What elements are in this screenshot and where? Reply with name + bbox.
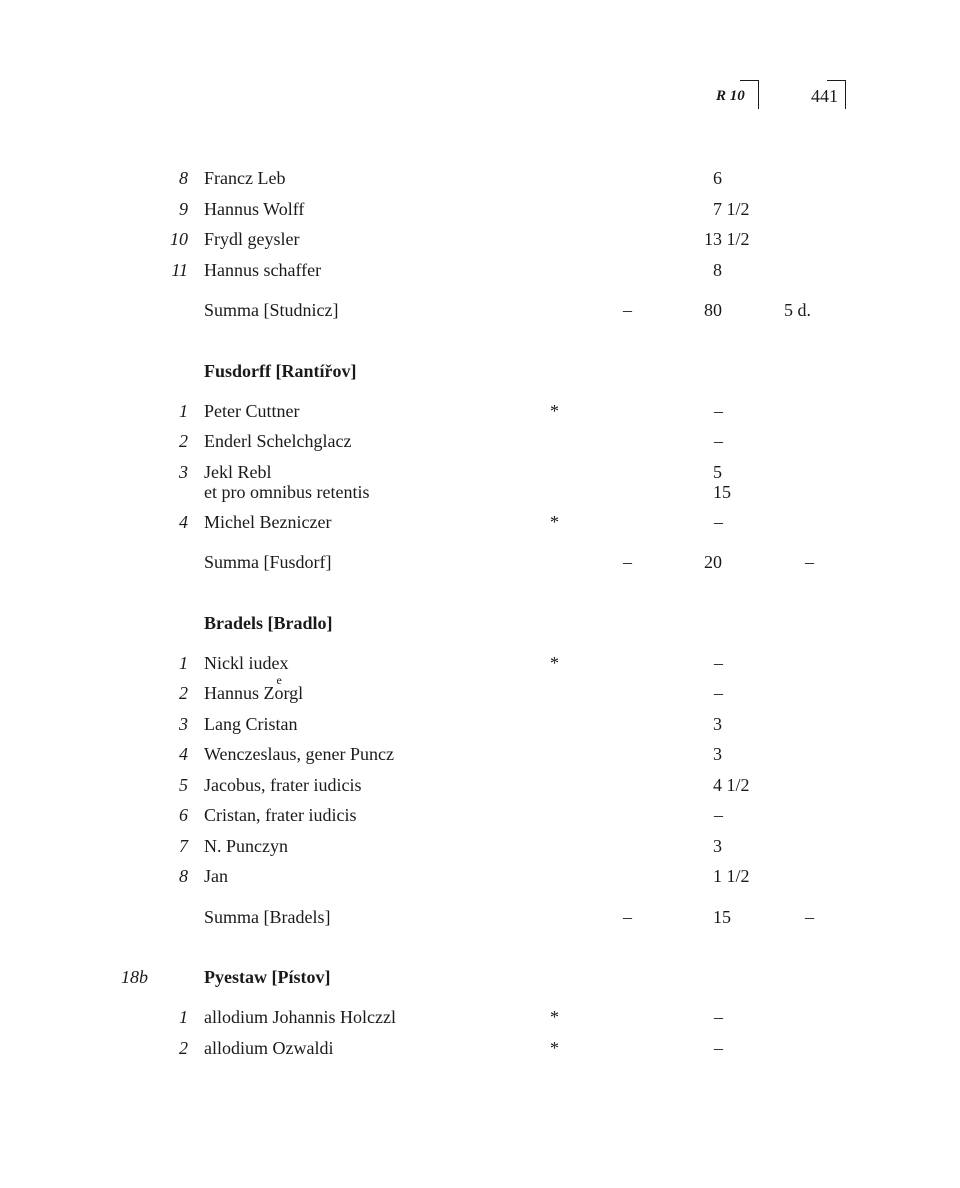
entry-value: 3: [713, 835, 722, 856]
summa-col3: 5 d.: [784, 300, 811, 320]
table-row: [0, 229, 960, 260]
summa-col2: 15: [713, 906, 731, 927]
entry-name: Nickl iudex: [204, 652, 289, 673]
section-title: Bradels [Bradlo]: [204, 612, 333, 633]
section-title: Pyestaw [Pístov]: [204, 967, 331, 987]
table-row: [0, 866, 960, 897]
running-header: [0, 80, 960, 110]
entry-value-continued: 15: [713, 481, 731, 502]
base-letter: o: [274, 683, 284, 703]
table-row: [0, 260, 960, 291]
superscript-letter: e: [276, 673, 282, 687]
table-row: [0, 199, 960, 230]
table-row: [0, 673, 960, 714]
page-number: 441: [811, 86, 838, 106]
entry-number: 4: [179, 744, 188, 764]
entry-number: 3: [179, 713, 188, 734]
entry-name: [204, 673, 304, 704]
entry-name: allodium Ozwaldi: [204, 1037, 334, 1058]
summa-col3: –: [805, 906, 814, 927]
entry-name: Francz Leb: [204, 168, 286, 188]
section-heading: [0, 361, 960, 401]
name-part: Hannus Z: [204, 683, 275, 703]
entry-name: Hannus Wolff: [204, 198, 305, 219]
entry-number: 2: [179, 431, 188, 451]
entry-number: 9: [179, 198, 188, 219]
entry-name: Enderl Schelchglacz: [204, 431, 352, 451]
entry-name: Lang Cristan: [204, 713, 298, 734]
entry-number: 1: [179, 400, 188, 421]
entry-name: Peter Cuttner: [204, 400, 300, 421]
entry-value: 7 1/2: [713, 198, 750, 219]
header-corner-mark: [740, 80, 759, 109]
entry-value: –: [714, 1007, 723, 1027]
entry-value: 8: [713, 259, 722, 280]
header-corner-mark: [827, 80, 846, 109]
asterisk-mark: *: [550, 652, 559, 673]
entry-number: 10: [170, 229, 188, 249]
entry-number: 1: [179, 1007, 188, 1027]
entry-number: 5: [179, 774, 188, 795]
entry-name: Jekl Rebl: [204, 461, 272, 482]
entry-value: –: [714, 652, 723, 673]
section-heading: [0, 613, 960, 653]
summa-label: Summa [Bradels]: [204, 906, 331, 927]
entry-value: 6: [713, 168, 722, 188]
summa-col1: –: [623, 906, 632, 927]
entry-value: –: [714, 805, 723, 825]
entry-number: 1: [179, 652, 188, 673]
folio-reference: 18b: [121, 967, 148, 987]
table-row: [0, 1038, 960, 1069]
entry-name: Hannus schaffer: [204, 259, 322, 280]
summa-col1: –: [623, 300, 632, 320]
summa-col2: 20: [704, 552, 722, 572]
table-row: [0, 1007, 960, 1038]
entry-number: 3: [179, 461, 188, 482]
table-row: [0, 653, 960, 684]
section-title: Fusdorff [Rantířov]: [204, 360, 357, 381]
entry-value: 4 1/2: [713, 774, 750, 795]
summa-col2: 80: [704, 300, 722, 320]
entry-value: 1 1/2: [713, 866, 750, 886]
entry-name: Jan: [204, 866, 228, 886]
asterisk-mark: *: [550, 400, 559, 421]
summa-col1: –: [623, 552, 632, 572]
register-table: [0, 168, 960, 1068]
entry-name: allodium Johannis Holczzl: [204, 1007, 396, 1027]
entry-value: –: [714, 400, 723, 421]
entry-number: 7: [179, 835, 188, 856]
entry-number: 6: [179, 805, 188, 825]
entry-value: –: [714, 511, 723, 532]
summa-row: [0, 300, 960, 331]
entry-number: 8: [179, 168, 188, 188]
entry-value: 3: [713, 713, 722, 734]
letter-with-superscript: [274, 673, 284, 703]
summa-row: [0, 552, 960, 583]
entry-name: Jacobus, frater iudicis: [204, 774, 362, 795]
entry-number: 11: [171, 259, 188, 280]
entry-name: N. Punczyn: [204, 835, 288, 856]
entry-number: 4: [179, 511, 188, 532]
table-row: [0, 462, 960, 512]
summa-col3: –: [805, 552, 814, 572]
table-row: [0, 168, 960, 199]
asterisk-mark: *: [550, 1007, 559, 1027]
summa-label: Summa [Studnicz]: [204, 300, 339, 320]
entry-number: 8: [179, 866, 188, 886]
summa-row: [0, 907, 960, 938]
entry-name: Wenczeslaus, gener Puncz: [204, 744, 394, 764]
entry-name: Cristan, frater iudicis: [204, 805, 357, 825]
name-part: rgl: [283, 683, 304, 703]
section-heading: [0, 967, 960, 1007]
table-row: [0, 512, 960, 543]
entry-value: –: [714, 1037, 723, 1058]
asterisk-mark: *: [550, 511, 559, 532]
entry-name: Michel Bezniczer: [204, 511, 332, 532]
entry-value: 3: [713, 744, 722, 764]
entry-name-continued: et pro omnibus retentis: [204, 481, 370, 502]
table-row: [0, 805, 960, 836]
entry-value: –: [714, 683, 723, 703]
asterisk-mark: *: [550, 1037, 559, 1058]
table-row: [0, 714, 960, 745]
table-row: [0, 401, 960, 432]
table-row: [0, 744, 960, 775]
entry-name: Frydl geysler: [204, 229, 300, 249]
entry-number: 2: [179, 683, 188, 703]
entry-value: –: [714, 431, 723, 451]
summa-label: Summa [Fusdorf]: [204, 552, 332, 572]
entry-number: 2: [179, 1037, 188, 1058]
table-row: [0, 836, 960, 867]
entry-value: 5: [713, 461, 722, 482]
table-row: [0, 775, 960, 806]
table-row: [0, 431, 960, 462]
section-reference: R 10: [716, 88, 745, 104]
entry-value: 13 1/2: [704, 229, 750, 249]
